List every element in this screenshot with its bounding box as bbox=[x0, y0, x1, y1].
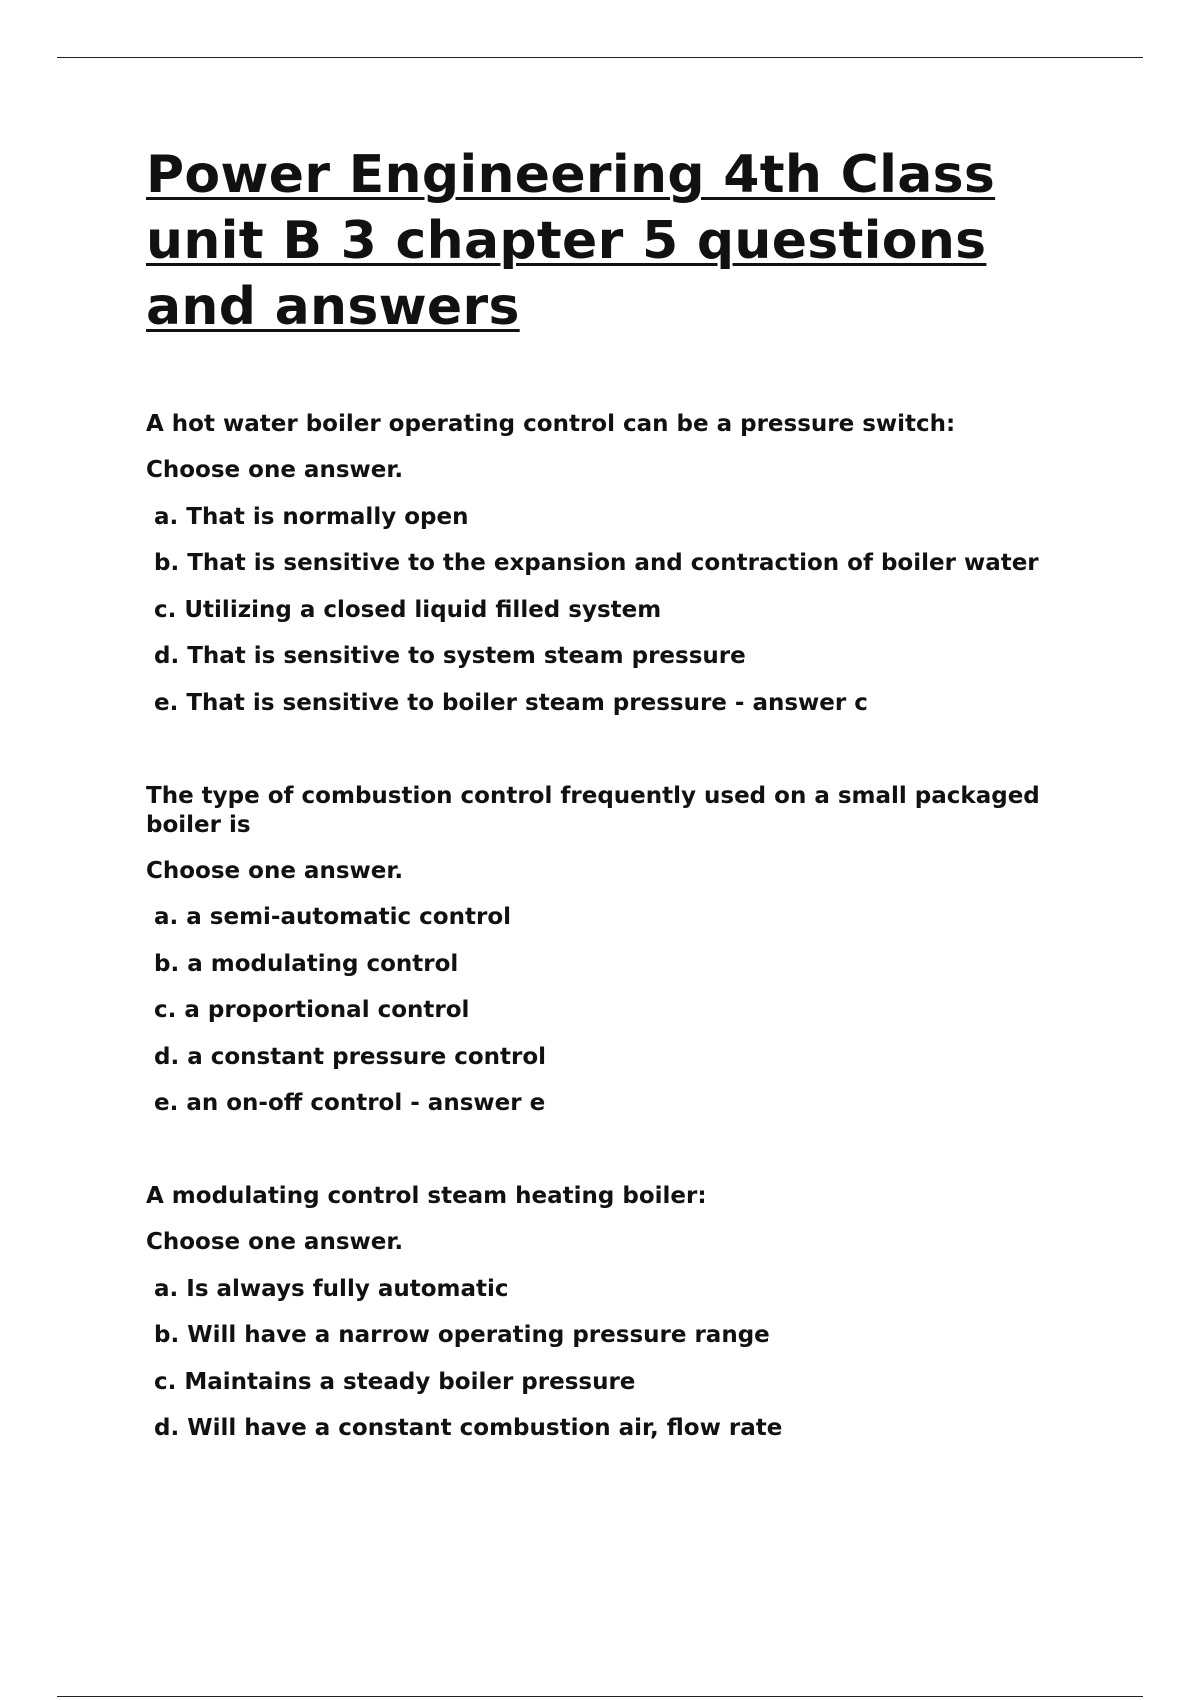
answer-option: a. a semi-automatic control bbox=[154, 904, 512, 930]
answer-option: a. That is normally open bbox=[154, 503, 469, 530]
answer-option: b. That is sensitive to the expansion and contraction of boiler water bbox=[154, 550, 1039, 576]
answer-option: d. a constant pressure control bbox=[154, 1043, 547, 1070]
answer-options bbox=[146, 903, 1096, 1118]
document-body bbox=[146, 142, 1096, 1443]
question-text: A modulating control steam heating boiler: bbox=[146, 1183, 707, 1209]
question-prompt: Choose one answer. bbox=[146, 857, 404, 884]
bottom-rule bbox=[57, 1696, 1143, 1697]
question-prompt: Choose one answer. bbox=[146, 1229, 404, 1255]
answer-option: d. Will have a constant combustion air, flow rate bbox=[154, 1415, 783, 1441]
answer-option: c. Utilizing a closed liquid filled system bbox=[154, 596, 662, 623]
question-text: The type of combustion control frequently used on a small packaged boiler is bbox=[146, 782, 1040, 838]
question-3 bbox=[146, 1182, 1096, 1443]
answer-option: a. Is always fully automatic bbox=[154, 1275, 509, 1302]
answer-options bbox=[146, 503, 1096, 718]
answer-option: c. Maintains a steady boiler pressure bbox=[154, 1368, 636, 1395]
answer-option: c. a proportional control bbox=[154, 997, 470, 1023]
answer-option: e. That is sensitive to boiler steam pressure - answer c bbox=[154, 689, 868, 716]
answer-option: e. an on-off control - answer e bbox=[154, 1090, 546, 1116]
answer-option: b. a modulating control bbox=[154, 950, 459, 977]
question-text: A hot water boiler operating control can be a pressure switch: bbox=[146, 411, 956, 437]
answer-options bbox=[146, 1275, 1096, 1444]
answer-option: b. Will have a narrow operating pressure range bbox=[154, 1322, 770, 1348]
answer-option: d. That is sensitive to system steam pressure bbox=[154, 643, 746, 669]
question-prompt: Choose one answer. bbox=[146, 457, 404, 483]
question-2 bbox=[146, 782, 1096, 1119]
top-rule bbox=[57, 57, 1143, 58]
document-title: Power Engineering 4th Class unit B 3 chapter 5 questions and answers bbox=[146, 145, 996, 337]
question-1 bbox=[146, 410, 1096, 718]
